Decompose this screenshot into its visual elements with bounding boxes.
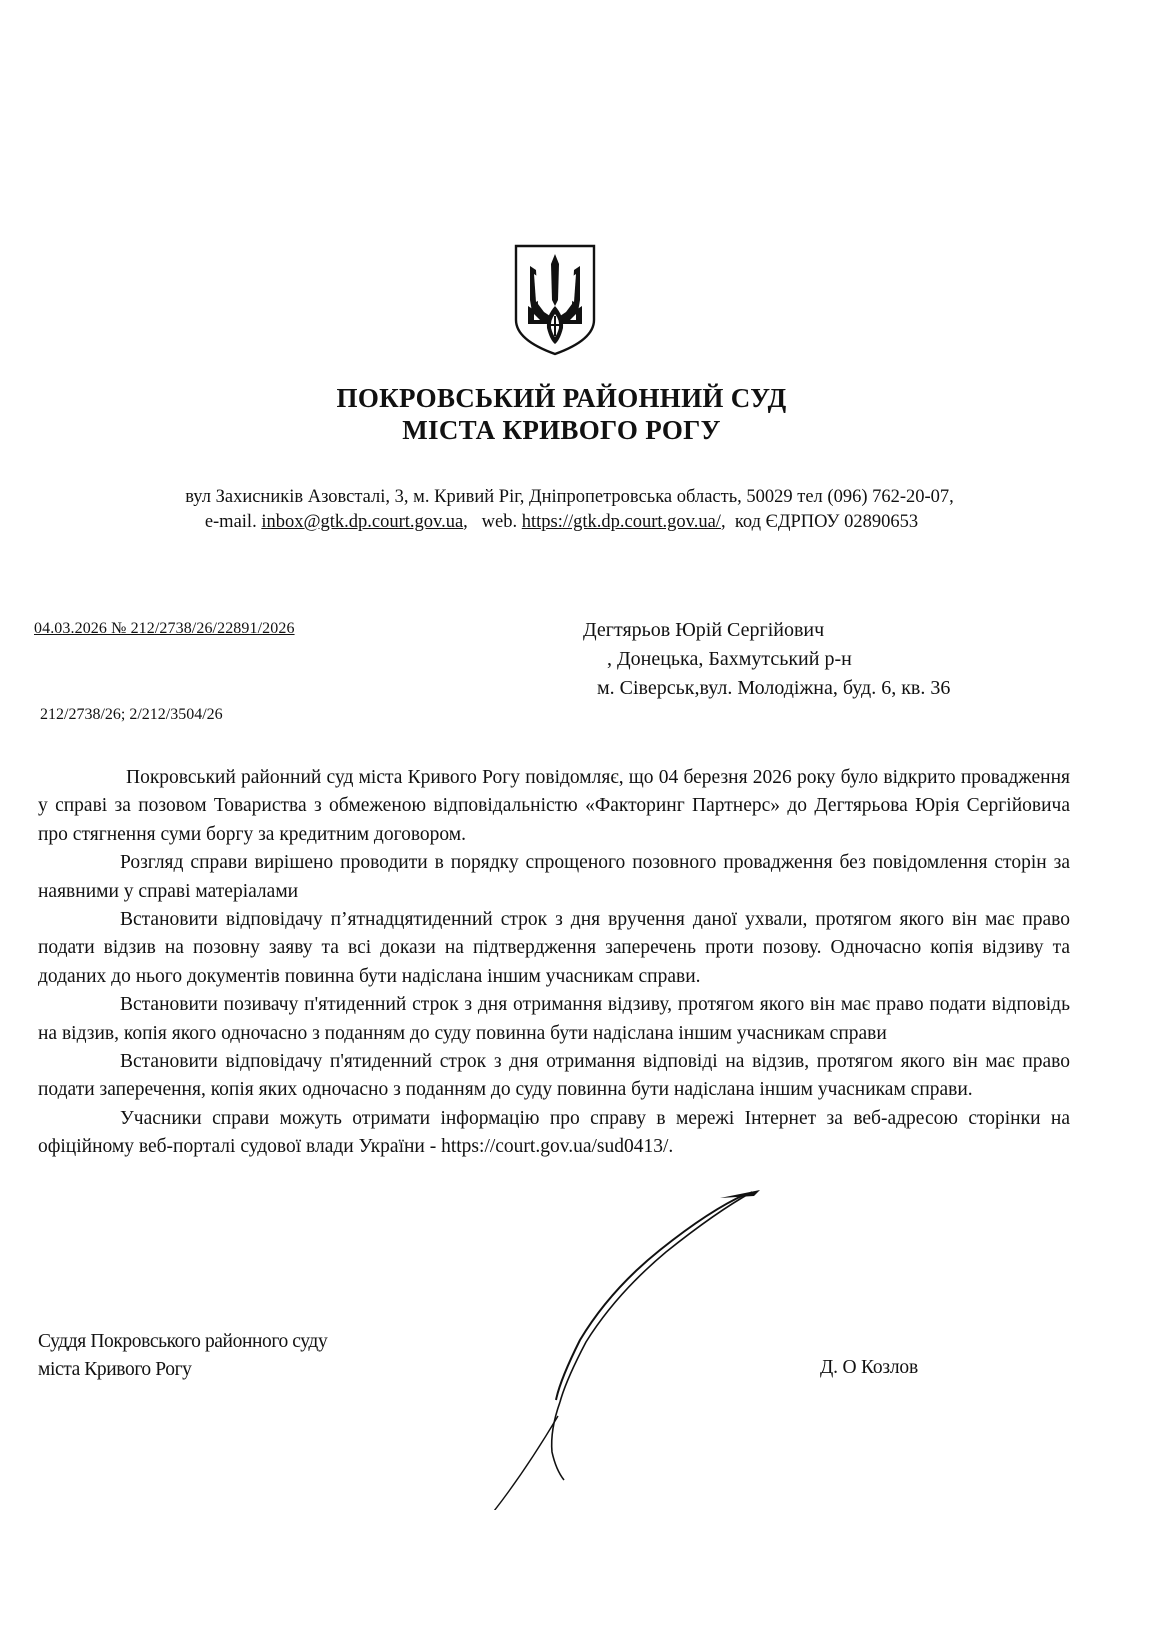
edrpou-code: 02890653 <box>844 512 919 532</box>
email-link[interactable]: inbox@gtk.dp.court.gov.ua <box>261 512 464 532</box>
paragraph-procedure: Розгляд справи вирішено проводити в порядку спрощеного позовного провадження без повідомлення сторін за наявними у справі матеріалами <box>38 852 1070 902</box>
web-label: web. <box>481 512 518 532</box>
judge-title <box>38 1328 327 1384</box>
recipient-region: , Донецька, Бахмутський р-н <box>607 648 852 670</box>
letter-body <box>38 764 1070 1162</box>
judge-name: Д. О Козлов <box>820 1357 918 1378</box>
email-label: e-mail. <box>204 512 257 532</box>
edrpou-label: код ЄДРПОУ <box>734 512 840 532</box>
paragraph-online-info: Учасники справи можуть отримати інформацію про справу в мережі Інтернет за веб-адресою сторінки на офіційному веб-порталі судової влади України - https://court.gov.ua/sud0413/. <box>38 1107 1070 1158</box>
outgoing-number: 04.03.2026 № 212/2738/26/22891/2026 <box>34 620 295 637</box>
web-link[interactable]: https://gtk.dp.court.gov.ua/ <box>521 512 721 532</box>
paragraph-defendant-term: Встановити відповідачу п’ятнадцятиденний строк з дня вручення даної ухвали, протягом якого він має право подати відзив на позовну заяву та всі докази на підтвердження заперечень проти позову. Одночасно копія відзиву та доданих до нього документів повинна бути надіслана іншим учасникам справи. <box>38 909 1070 987</box>
handwritten-signature-icon <box>460 1190 780 1510</box>
judge-title-line2: міста Кривого Рогу <box>38 1359 192 1380</box>
trident-emblem-icon <box>510 240 600 358</box>
court-name-line2: МІСТА КРИВОГО РОГУ <box>402 415 721 445</box>
paragraph-objection-term: Встановити відповідачу п'ятиденний строк з дня отримання відповіді на відзив, протягом якого він має право подати заперечення, копія яких одночасно з поданням до суду повинна бути надіслана іншим учасникам справи. <box>38 1051 1070 1101</box>
case-numbers: 212/2738/26; 2/212/3504/26 <box>40 706 223 723</box>
court-name-line1: ПОКРОВСЬКИЙ РАЙОННИЙ СУД <box>336 383 787 413</box>
court-contacts: e-mail. inbox@gtk.dp.court.gov.ua, web. https://gtk.dp.court.gov.ua/, код ЄДРПОУ 02890653 <box>204 512 919 532</box>
recipient-street: м. Сіверськ,вул. Молодіжна, буд. 6, кв. 36 <box>597 677 951 699</box>
paragraph-notice: Покровський районний суд міста Кривого Рогу повідомляє, що 04 березня 2026 року було відкрито провадження у справі за позовом Товариства з обмеженою відповідальністю «Факторинг Партнерс» до Дегтярьова Юрія Сергійовича про стягнення суми боргу за кредитним договором. <box>38 767 1070 845</box>
court-address: вул Захисників Азовсталі, 3, м. Кривий Ріг, Дніпропетровська область, 50029 тел (096) 762-20-07, <box>185 487 954 507</box>
judge-title-line1: Суддя Покровського районного суду <box>38 1331 328 1352</box>
paragraph-plaintiff-term: Встановити позивачу п'ятиденний строк з дня отримання відзиву, протягом якого він має право подати відповідь на відзив, копія якого одночасно з поданням до суду повинна бути надіслана іншим учасникам справи <box>38 994 1070 1044</box>
recipient-name: Дегтярьов Юрій Сергійович <box>583 619 825 641</box>
